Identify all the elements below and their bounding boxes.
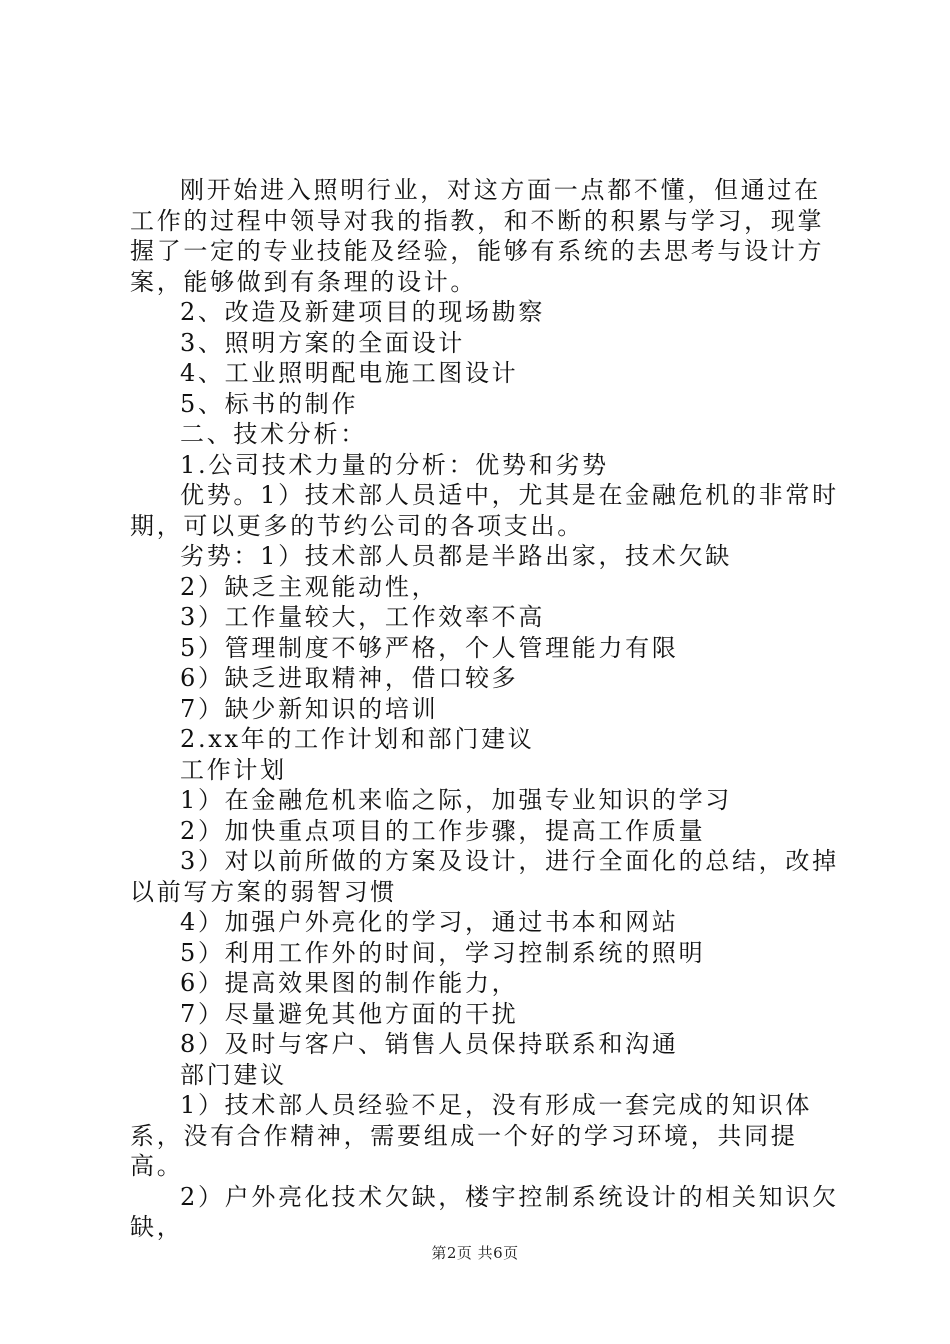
plan-item-6: 6）提高效果图的制作能力， [180, 969, 519, 997]
paragraph-weakness-6: 6）缺乏进取精神，借口较多 [180, 664, 519, 692]
plan-item-4: 4）加强户外亮化的学习，通过书本和网站 [180, 908, 679, 936]
paragraph-item-3: 3、照明方案的全面设计 [180, 328, 465, 357]
paragraph-weakness-3: 3）工作量较大，工作效率不高 [180, 603, 546, 631]
subheading-strengths-weaknesses: 1.公司技术力量的分析：优势和劣势 [180, 450, 609, 479]
suggestion-item-2: 2）户外亮化技术欠缺，楼宇控制系统设计的相关知识欠缺， [130, 1182, 839, 1241]
paragraph-weakness-5: 5）管理制度不够严格，个人管理能力有限 [180, 633, 679, 662]
paragraph-item-5: 5、标书的制作 [180, 389, 359, 418]
page-number-footer: 第2页 共6页 [431, 1244, 519, 1262]
paragraph-weakness-2: 2）缺乏主观能动性， [180, 572, 439, 601]
document-body [130, 175, 842, 1243]
plan-item-2: 2）加快重点项目的工作步骤，提高工作质量 [180, 816, 706, 845]
paragraph-weakness-7: 7）缺少新知识的培训 [180, 694, 439, 723]
plan-item-7: 7）尽量避免其他方面的干扰 [180, 999, 519, 1028]
paragraph-intro: 刚开始进入照明行业，对这方面一点都不懂，但通过在工作的过程中领导对我的指教，和不断的积累与学习，现掌握了一定的专业技能及经验，能够有系统的去思考与设计方案，能够做到有条理的设计。 [130, 176, 825, 296]
paragraph-item-4: 4、工业照明配电施工图设计 [180, 359, 519, 387]
plan-item-5: 5）利用工作外的时间，学习控制系统的照明 [180, 938, 706, 967]
section-heading-tech-analysis: 二、技术分析： [180, 420, 367, 448]
plan-item-1: 1）在金融危机来临之际，加强专业知识的学习 [180, 786, 732, 814]
subheading-work-plan-and-suggestions: 2.xx年的工作计划和部门建议 [180, 725, 535, 753]
suggestion-item-1: 1）技术部人员经验不足，没有形成一套完成的知识体系，没有合作精神，需要组成一个好的学习环境，共同提高。 [130, 1091, 813, 1180]
subheading-work-plan: 工作计划 [180, 755, 287, 784]
paragraph-strengths: 优势。1）技术部人员适中，尤其是在金融危机的非常时期，可以更多的节约公司的各项支出。 [130, 481, 839, 540]
plan-item-8: 8）及时与客户、销售人员保持联系和沟通 [180, 1030, 679, 1058]
plan-item-3: 3）对以前所做的方案及设计，进行全面化的总结，改掉以前写方案的弱智习惯 [130, 847, 839, 906]
subheading-department-suggestions: 部门建议 [180, 1060, 287, 1089]
paragraph-item-2: 2、改造及新建项目的现场勘察 [180, 298, 546, 326]
paragraph-weakness-1: 劣势：1）技术部人员都是半路出家，技术欠缺 [180, 542, 732, 570]
